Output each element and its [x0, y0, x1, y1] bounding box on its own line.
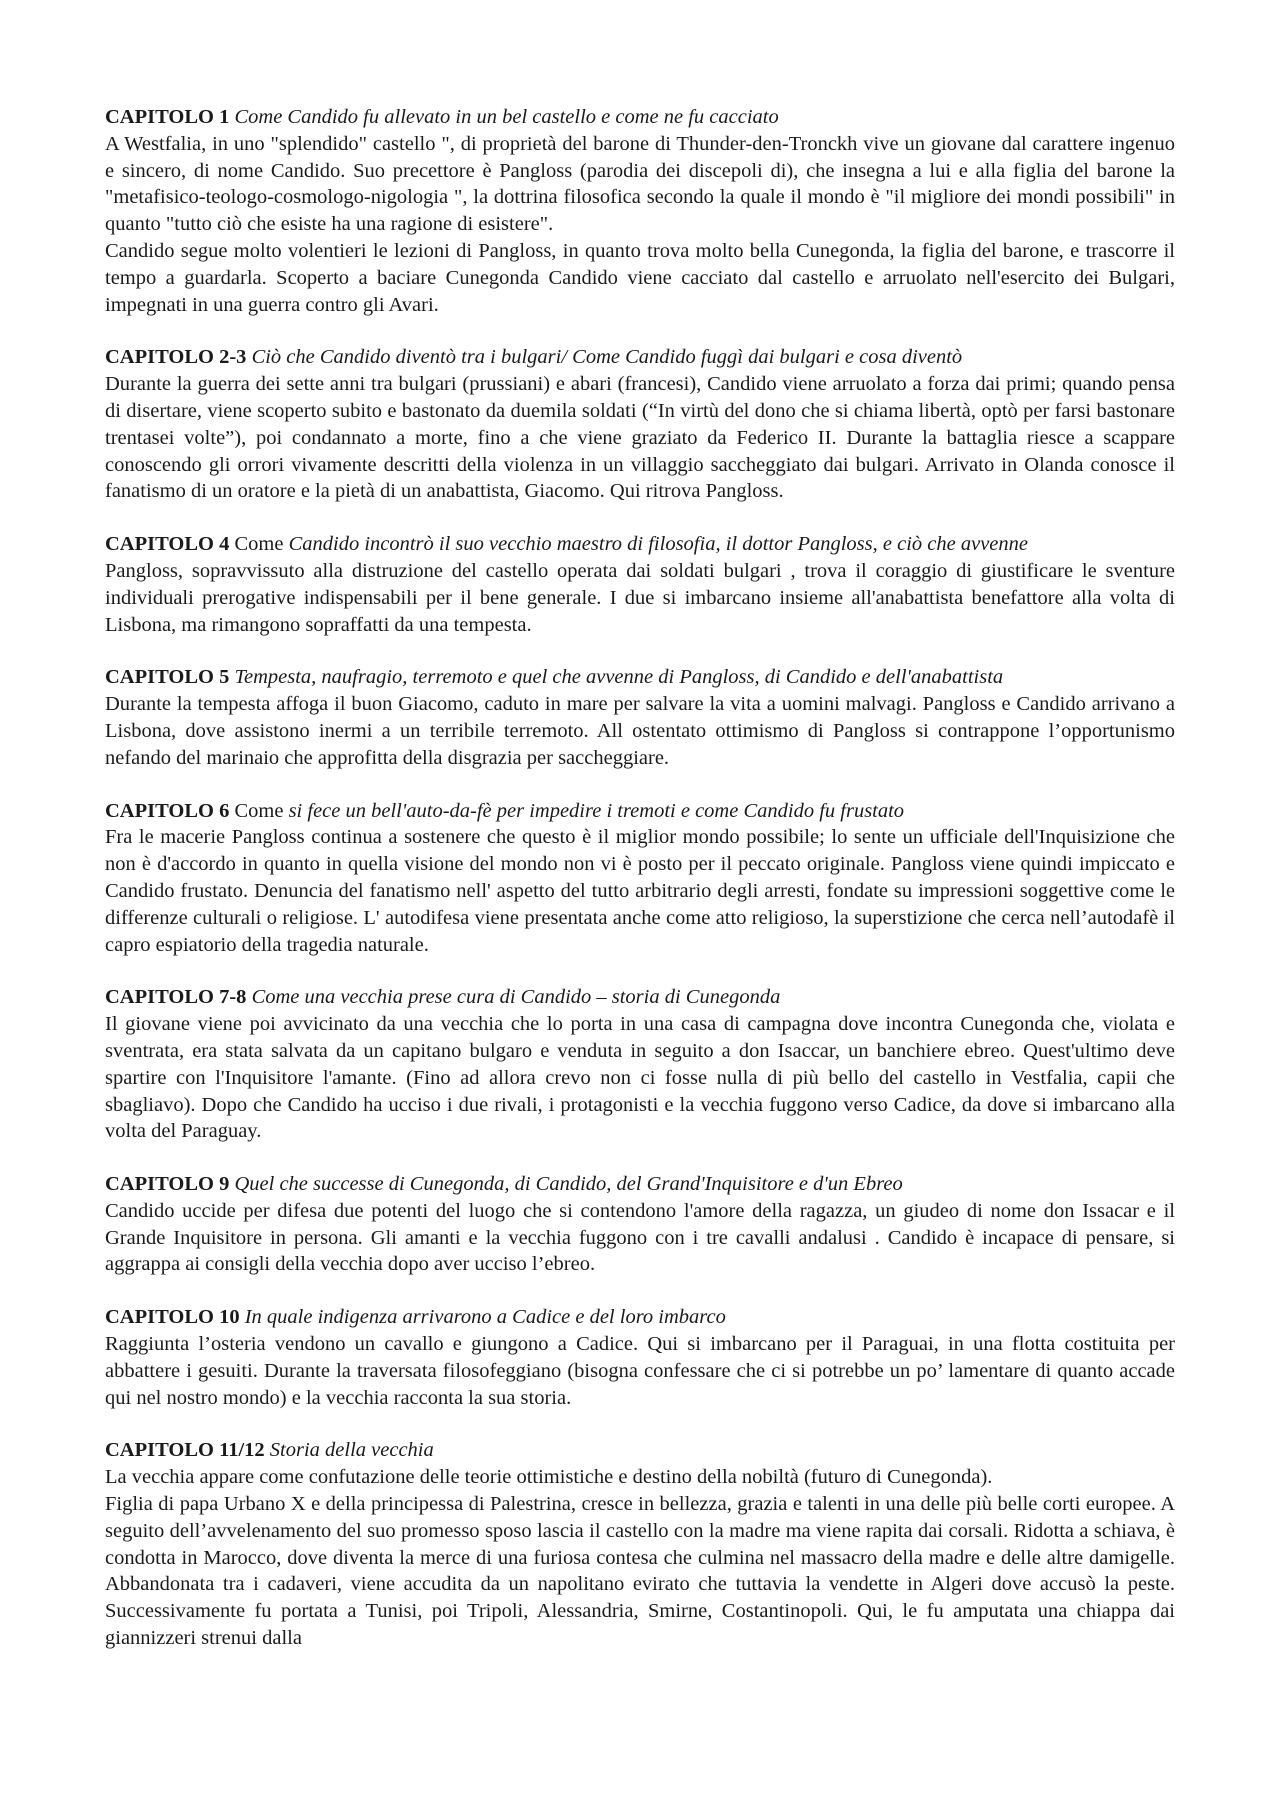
- chapter-10: [105, 1304, 1175, 1411]
- chapter-paragraph: Candido uccide per difesa due potenti del luogo che si contendono l'amore della ragazza, un giudeo di nome don Issacar e il Grande Inquisitore in persona. Gli amanti e la vecchia fuggono con i tre cavalli andalusi . Candido è incapace di pensare, si aggrappa ai consigli della vecchia dopo aver ucciso l’ebreo.: [105, 1199, 1175, 1276]
- chapter-1: [105, 104, 1175, 318]
- chapter-title: Come Candido fu allevato in un bel castello e come ne fu cacciato: [234, 106, 779, 128]
- chapter-title: si fece un bell'auto-da-fè per impedire i tremoti e come Candido fu frustato: [288, 799, 905, 822]
- chapter-title: Candido incontrò il suo vecchio maestro di filosofia, il dottor Pangloss, e ciò che avvenne: [288, 533, 1028, 556]
- chapter-title: Come una vecchia prese cura di Candido – storia di Cunegonda: [251, 986, 781, 1009]
- chapter-label: CAPITOLO 9: [105, 1173, 230, 1196]
- chapter-label: CAPITOLO 4: [105, 533, 230, 556]
- chapter-heading: [105, 1304, 1175, 1331]
- chapter-4: [105, 531, 1175, 638]
- chapter-heading: [105, 984, 1175, 1011]
- chapter-paragraph: Fra le macerie Pangloss continua a sostenere che questo è il miglior mondo possibile; lo sente un ufficiale dell'Inquisizione che non è d'accordo in quanto in quella visione del mondo non vi è posto per il peccato originale. Pangloss viene quindi impiccato e Candido frustato. Denuncia del fanatismo nell' aspetto del tutto arbitrario degli arresti, fondate su impressioni soggettive come le differenze culturali o religiose. L' autodifesa viene presentata anche come atto religioso, la superstizione che cerca nell’autodafè il capro espiatorio della tragedia naturale.: [105, 826, 1175, 956]
- chapter-11-12: [105, 1437, 1175, 1651]
- chapter-6: [105, 798, 1175, 959]
- chapter-title: Ciò che Candido diventò tra i bulgari/ Come Candido fuggì dai bulgari e cosa diventò: [251, 346, 963, 369]
- chapter-label: CAPITOLO 2-3: [105, 346, 247, 369]
- chapter-paragraph: Il giovane viene poi avvicinato da una vecchia che lo porta in una casa di campagna dove incontra Cunegonda che, violata e sventrata, era stata salvata da un capitano bulgaro e venduta in seguito a don Isaccar, un banchiere ebreo. Quest'ultimo deve spartire con l'Inquisitore l'amante. (Fino ad allora crevo non ci fosse nulla di più bello del castello in Vestfalia, capii che sbagliavo). Dopo che Candido ha ucciso i due rivali, i protagonisti e la vecchia fuggono verso Cadice, da dove si imbarcano alla volta del Paraguay.: [105, 1013, 1175, 1143]
- chapter-title: Quel che successe di Cunegonda, di Candido, del Grand'Inquisitore e d'un Ebreo: [234, 1173, 903, 1196]
- chapter-2-3: [105, 344, 1175, 505]
- chapter-paragraph: Figlia di papa Urbano X e della principessa di Palestrina, cresce in bellezza, grazia e talenti in una delle più belle corti europee. A seguito dell’avvelenamento del suo promesso sposo lascia il castello con la madre ma viene rapita dai corsali. Ridotta a schiava, è condotta in Marocco, dove diventa la merce di una furiosa contesa che culmina nel massacro della madre e delle altre damigelle. Abbandonata tra i cadaveri, viene accudita da un napolitano evirato che tuttavia la vendette in Algeri dove accusò la peste. Successivamente fu portata a Tunisi, poi Tripoli, Alessandria, Smirne, Costantinopoli. Qui, le fu amputata una chiappa dai giannizzeri strenui dalla: [105, 1493, 1175, 1650]
- chapter-label: CAPITOLO 1: [105, 106, 230, 128]
- chapter-label: CAPITOLO 11/12: [105, 1439, 265, 1462]
- chapter-paragraph: Candido segue molto volentieri le lezioni di Pangloss, in quanto trova molto bella Cunegonda, la figlia del barone, e trascorre il tempo a guardarla. Scoperto a baciare Cunegonda Candido viene cacciato dal castello e arruolato nell'esercito dei Bulgari, impegnati in una guerra contro gli Avari.: [105, 239, 1175, 316]
- chapter-paragraph: Pangloss, sopravvissuto alla distruzione del castello operata dai soldati bulgari , trova il coraggio di giustificare le sventure individuali prerogative indispensabili per il bene generale. I due si imbarcano insieme all'anabattista benefattore alla volta di Lisbona, ma rimangono sopraffatti da una tempesta.: [105, 559, 1175, 636]
- chapter-label: CAPITOLO 5: [105, 666, 230, 689]
- chapter-title-prefix: Come: [234, 799, 284, 822]
- chapter-heading: [105, 1437, 1175, 1464]
- chapter-heading: [105, 1171, 1175, 1198]
- chapter-5: [105, 664, 1175, 771]
- chapter-heading: [105, 664, 1175, 691]
- chapter-paragraph: La vecchia appare come confutazione delle teorie ottimistiche e destino della nobiltà (futuro di Cunegonda).: [105, 1466, 993, 1489]
- chapter-heading: [105, 798, 1175, 825]
- chapter-title: Tempesta, naufragio, terremoto e quel che avvenne di Pangloss, di Candido e dell'anabattista: [234, 666, 1004, 689]
- chapter-heading: [105, 104, 1175, 131]
- chapter-label: CAPITOLO 6: [105, 799, 230, 822]
- chapter-label: CAPITOLO 10: [105, 1306, 240, 1329]
- document-page: [105, 104, 1175, 1678]
- chapter-label: CAPITOLO 7-8: [105, 986, 247, 1009]
- chapter-paragraph: Durante la guerra dei sette anni tra bulgari (prussiani) e abari (francesi), Candido viene arruolato a forza dai primi; quando pensa di disertare, viene scoperto subito e bastonato da duemila soldati (“In virtù del dono che si chiama libertà, optò per farsi bastonare trentasei volte”), poi condannato a morte, fino a che viene graziato da Federico II. Durante la battaglia riesce a scappare conoscendo gli orrori vivamente descritti della violenza in un villaggio saccheggiato dai bulgari. Arrivato in Olanda conosce il fanatismo di un oratore e la pietà di un anabattista, Giacomo. Qui ritrova Pangloss.: [105, 373, 1175, 503]
- chapter-paragraph: Raggiunta l’osteria vendono un cavallo e giungono a Cadice. Qui si imbarcano per il Paraguai, in una flotta costituita per abbattere i gesuiti. Durante la traversata filosofeggiano (bisogna confessare che ci si potrebbe un po’ lamentare di quanto accade qui nel nostro mondo) e la vecchia racconta la sua storia.: [105, 1333, 1175, 1409]
- chapter-title-prefix: Come: [234, 533, 284, 556]
- chapter-paragraph: A Westfalia, in uno "splendido" castello ", di proprietà del barone di Thunder-den-Tronckh vive un giovane dal carattere ingenuo e sincero, di nome Candido. Suo precettore è Pangloss (parodia dei discepoli di), che insegna a lui e alla figlia del barone la "metafisico-teologo-cosmologo-nigologia ", la dottrina filosofica secondo la quale il mondo è "il migliore dei mondi possibili" in quanto "tutto ciò che esiste ha una ragione di esistere".: [105, 132, 1175, 236]
- chapter-title: In quale indigenza arrivarono a Cadice e del loro imbarco: [244, 1306, 726, 1329]
- chapter-paragraph: Durante la tempesta affoga il buon Giacomo, caduto in mare per salvare la vita a uomini malvagi. Pangloss e Candido arrivano a Lisbona, dove assistono inermi a un terribile terremoto. All ostentato ottimismo di Pangloss si contrappone l’opportunismo nefando del marinaio che approfitta della disgrazia per saccheggiare.: [105, 693, 1175, 769]
- chapter-7-8: [105, 984, 1175, 1145]
- chapter-title: Storia della vecchia: [269, 1439, 434, 1462]
- chapter-heading: [105, 531, 1175, 558]
- chapter-9: [105, 1171, 1175, 1278]
- chapter-heading: [105, 344, 1175, 371]
